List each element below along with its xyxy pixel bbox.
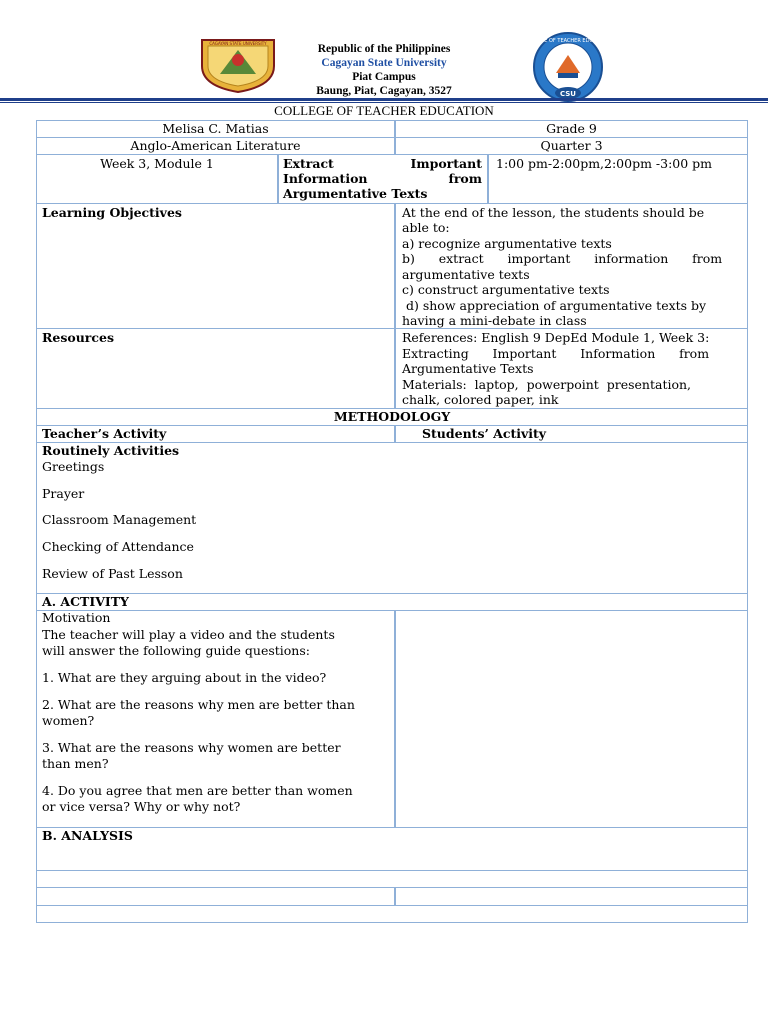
university-logo (198, 36, 278, 94)
guide-question-4: 4. Do you agree that men are better than women (42, 783, 353, 798)
topic-word-extract: Extract (283, 156, 334, 171)
teacher-name: Melisa C. Matias (162, 121, 269, 136)
routine-title: Routinely Activities (42, 443, 180, 458)
objectives-line: At the end of the lesson, the students should be (402, 205, 705, 220)
topic-word-argumentative: Argumentative Texts (283, 186, 428, 201)
university-logo-text: CAGAYAN STATE UNIVERSITY (209, 41, 267, 46)
topic-word-information: Information (283, 171, 368, 186)
cell-analysis (36, 827, 748, 871)
college-logo-text: COLLEGE OF TEACHER EDUCATION (526, 38, 610, 44)
routine-item: Classroom Management (42, 512, 197, 527)
college-logo (526, 31, 610, 103)
resources-label: Resources (42, 330, 114, 345)
routine-item: Checking of Attendance (42, 539, 194, 554)
cell-activity-students (395, 610, 748, 828)
college-title: COLLEGE OF TEACHER EDUCATION (274, 103, 494, 118)
resources-line: Extracting Important Information from (402, 346, 710, 361)
header-rule-thick (0, 98, 768, 101)
cell-blank-left (36, 887, 395, 906)
college-logo-badge: CSU (560, 90, 576, 98)
guide-question-2: 2. What are the reasons why men are better than (42, 697, 355, 712)
resources-line: Materials: laptop, powerpoint presentation, (402, 377, 692, 392)
activity-intro-line: will answer the following guide questions: (42, 643, 310, 658)
topic-word-from: from (448, 171, 482, 186)
guide-question-2-cont: women? (42, 713, 95, 728)
motivation-label: Motivation (42, 610, 111, 625)
activity-title: A. ACTIVITY (42, 594, 129, 609)
guide-question-4-cont: or vice versa? Why or why not? (42, 799, 241, 814)
university-name: Cagayan State University (321, 57, 447, 69)
cell-blank-right (395, 887, 748, 906)
resources-line: chalk, colored paper, ink (402, 392, 559, 407)
subject-name: Anglo-American Literature (130, 138, 301, 153)
objectives-line: a) recognize argumentative texts (402, 236, 612, 251)
analysis-title: B. ANALYSIS (42, 828, 133, 843)
routine-item: Greetings (42, 459, 105, 474)
week-module: Week 3, Module 1 (100, 156, 214, 171)
header-text (300, 42, 468, 98)
objectives-label: Learning Objectives (42, 205, 182, 220)
teacher-activity-heading: Teacher’s Activity (42, 426, 167, 441)
objectives-line: d) show appreciation of argumentative texts by (402, 298, 707, 313)
republic-text: Republic of the Philippines (317, 43, 451, 55)
cell-activity-head (36, 593, 748, 611)
quarter-label: Quarter 3 (540, 138, 603, 153)
campus-address: Baung, Piat, Cagayan, 3527 (316, 85, 452, 97)
cell-blank-bottom (36, 905, 748, 923)
grade-level: Grade 9 (546, 121, 597, 136)
resources-line: Argumentative Texts (402, 361, 534, 376)
routine-item: Review of Past Lesson (42, 566, 183, 581)
objectives-line: having a mini-debate in class (402, 313, 587, 328)
class-time: 1:00 pm-2:00pm,2:00pm -3:00 pm (496, 156, 713, 171)
methodology-title: METHODOLOGY (333, 409, 451, 424)
guide-question-3: 3. What are the reasons why women are better (42, 740, 341, 755)
objectives-line: argumentative texts (402, 267, 530, 282)
student-activity-heading: Students’ Activity (422, 426, 547, 441)
cell-objectives-label (36, 203, 395, 329)
campus-name: Piat Campus (352, 71, 416, 83)
routine-item: Prayer (42, 486, 85, 501)
guide-question-1: 1. What are they arguing about in the video? (42, 670, 327, 685)
cell-blank-row (36, 870, 748, 888)
objectives-line: able to: (402, 220, 450, 235)
objectives-line: b) extract important information from (402, 251, 723, 266)
topic-word-important: Important (410, 156, 482, 171)
guide-question-3-cont: than men? (42, 756, 109, 771)
objectives-line: c) construct argumentative texts (402, 282, 610, 297)
activity-intro-line: The teacher will play a video and the students (42, 627, 335, 642)
resources-line: References: English 9 DepEd Module 1, Week 3: (402, 330, 710, 345)
